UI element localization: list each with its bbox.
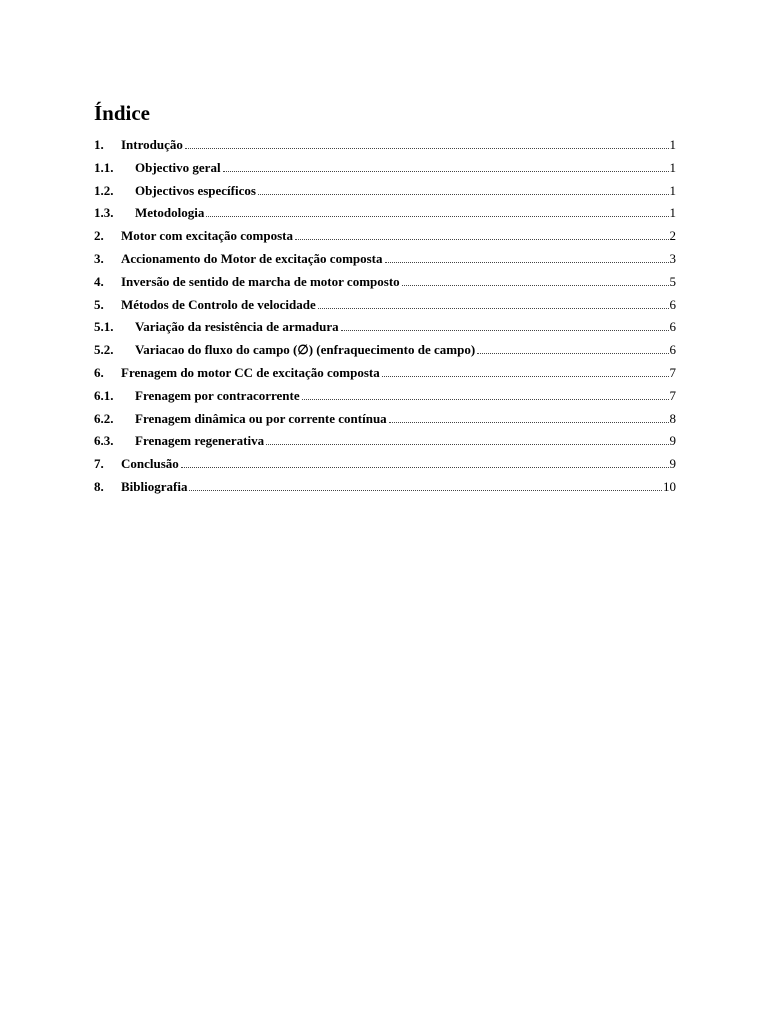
toc-entry-number: 1.1.: [94, 159, 114, 175]
toc-entry-page: 1: [669, 159, 676, 175]
toc-dot-leader: [385, 262, 669, 263]
toc-dot-leader: [258, 194, 669, 195]
toc-entry-title: Variação da resistência de armadura: [135, 319, 339, 335]
toc-entry[interactable]: [94, 134, 676, 157]
toc-dot-leader: [477, 353, 668, 354]
toc-entry-page: 3: [669, 250, 676, 266]
toc-entry-page: 7: [669, 387, 676, 403]
toc-entry-number: 3.: [94, 250, 104, 266]
toc-entry[interactable]: [94, 453, 676, 476]
toc-entry[interactable]: [94, 248, 676, 271]
toc-entry-page: 1: [669, 137, 676, 152]
toc-entry-page: 1: [669, 205, 676, 221]
toc-entry[interactable]: [94, 271, 676, 294]
toc-entry-page: 6: [669, 319, 676, 335]
toc-entry[interactable]: [94, 294, 676, 317]
toc-entry[interactable]: [94, 316, 676, 339]
toc-dot-leader: [295, 239, 669, 240]
toc-entry[interactable]: [94, 157, 676, 180]
toc-entry[interactable]: [94, 385, 676, 408]
toc-entry[interactable]: [94, 180, 676, 203]
toc-entry-number: 7.: [94, 456, 104, 472]
toc-entry-number: 5.1.: [94, 319, 114, 335]
toc-entry-number: 1.3.: [94, 205, 114, 221]
toc-dot-leader: [181, 467, 669, 468]
toc-entry-title: Métodos de Controlo de velocidade: [121, 296, 316, 312]
toc-dot-leader: [341, 330, 669, 331]
toc-entry[interactable]: [94, 339, 676, 362]
toc-entry-page: 9: [669, 433, 676, 449]
toc-entry[interactable]: [94, 225, 676, 248]
page-title: Índice: [94, 101, 151, 125]
toc-entry-number: 5.: [94, 296, 104, 312]
toc-entry-number: 1.2.: [94, 182, 114, 198]
toc-entry-page: 8: [669, 410, 676, 426]
toc-entry-page: 6: [669, 342, 676, 358]
toc-dot-leader: [223, 171, 669, 172]
toc-entry-title: Inversão de sentido de marcha de motor composto: [121, 273, 400, 289]
toc-dot-leader: [389, 422, 669, 423]
toc-entry-page: 6: [669, 296, 676, 312]
toc-entry-number: 2.: [94, 228, 104, 244]
toc-entry-number: 6.1.: [94, 387, 114, 403]
toc-entry-page: 9: [669, 456, 676, 472]
toc-entry-number: 5.2.: [94, 342, 114, 358]
toc-entry-number: 6.: [94, 364, 104, 380]
toc-entry-page: 7: [669, 364, 676, 380]
toc-dot-leader: [318, 308, 669, 309]
toc-entry-title: Objectivos específicos: [135, 182, 256, 198]
toc-dot-leader: [185, 148, 669, 149]
toc-dot-leader: [266, 444, 668, 445]
toc-entry-number: 1.: [94, 137, 104, 152]
toc-entry-title: Frenagem dinâmica ou por corrente contínua: [135, 410, 387, 426]
toc-entry[interactable]: [94, 202, 676, 225]
toc-dot-leader: [302, 399, 669, 400]
toc-entry-page: 10: [663, 478, 676, 494]
toc-entry-title: Motor com excitação composta: [121, 228, 293, 244]
toc-entry-page: 2: [669, 228, 676, 244]
toc-entry-title: Objectivo geral: [135, 159, 221, 175]
toc-entry-title: Frenagem por contracorrente: [135, 387, 300, 403]
toc-entry-page: 5: [669, 273, 676, 289]
toc-dot-leader: [206, 216, 668, 217]
toc-dot-leader: [382, 376, 669, 377]
toc-entry-title: Metodologia: [135, 205, 205, 221]
toc-entry-number: 6.3.: [94, 433, 114, 449]
toc-entry-title: Variacao do fluxo do campo (∅) (enfraquecimento de campo): [135, 342, 476, 358]
toc-entry-title: Conclusão: [121, 456, 179, 472]
toc-entry-number: 8.: [94, 478, 104, 494]
toc-entry-number: 4.: [94, 273, 104, 289]
toc-entry-title: Frenagem do motor CC de excitação composta: [121, 364, 380, 380]
toc-entry-title: Bibliografia: [121, 478, 188, 494]
toc-entry-title: Introdução: [121, 137, 183, 152]
toc-entry[interactable]: [94, 430, 676, 453]
table-of-contents: [94, 134, 676, 499]
toc-entry-title: Accionamento do Motor de excitação composta: [121, 250, 383, 266]
toc-dot-leader: [189, 490, 662, 491]
toc-entry[interactable]: [94, 408, 676, 431]
toc-entry-title: Frenagem regenerativa: [135, 433, 265, 449]
toc-dot-leader: [402, 285, 669, 286]
toc-entry[interactable]: [94, 476, 676, 499]
toc-entry[interactable]: [94, 362, 676, 385]
toc-entry-page: 1: [669, 182, 676, 198]
toc-entry-number: 6.2.: [94, 410, 114, 426]
